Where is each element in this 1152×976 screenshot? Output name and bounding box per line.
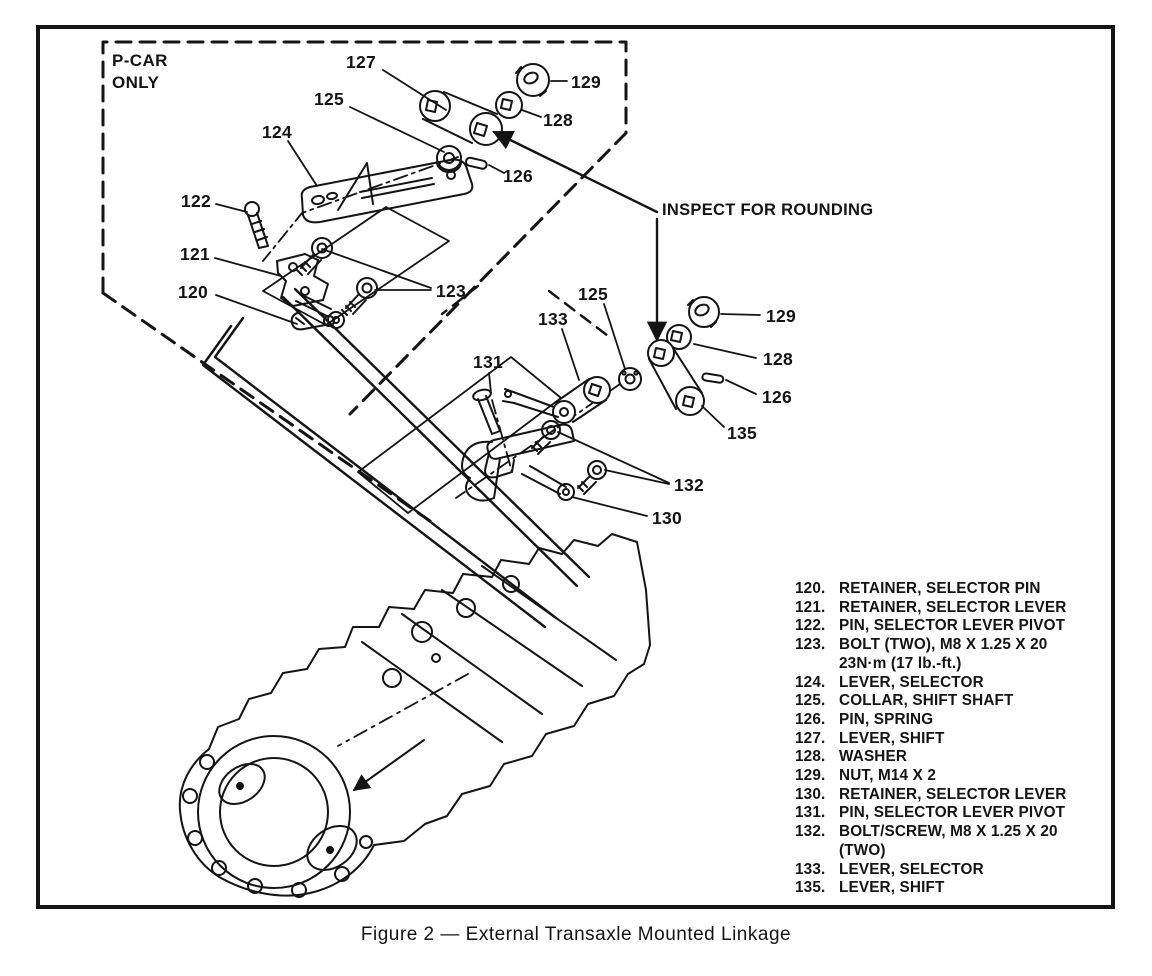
- part-name: WASHER: [839, 748, 908, 766]
- callout-label-123-9: 123: [435, 281, 467, 301]
- assembly-arrow-housing: [354, 740, 424, 790]
- shift-linkage-rods: [203, 289, 589, 627]
- callout-leader-130-18: [572, 497, 647, 516]
- part-name: RETAINER, SELECTOR LEVER: [839, 785, 1067, 803]
- callout-label-122-6: 122: [180, 191, 212, 211]
- callout-label-130-18: 130: [651, 508, 683, 528]
- callout-leader-128-3: [522, 110, 541, 117]
- part-number: 125.: [795, 692, 826, 710]
- part-spring-pin-126-upper: [465, 157, 487, 170]
- part-number: 133.: [795, 860, 826, 878]
- callout-leader-133-11: [562, 329, 579, 380]
- inspect-arrows: [494, 132, 657, 340]
- part-lever-135-shift: [648, 340, 704, 415]
- part-name: COLLAR, SHIFT SHAFT: [839, 692, 1014, 710]
- parts-list-item-135: [795, 879, 1125, 898]
- part-number: 130.: [795, 785, 826, 803]
- inspect-note: INSPECT FOR ROUNDING: [662, 201, 874, 219]
- parts-list-item-131: [795, 804, 1125, 823]
- part-number: 129.: [795, 767, 826, 785]
- part-washer-128-upper: [496, 92, 522, 118]
- part-name: PIN, SPRING: [839, 710, 934, 728]
- parts-list: [795, 580, 1125, 898]
- region-label-line2: ONLY: [112, 73, 160, 92]
- part-name: LEVER, SHIFT: [839, 729, 945, 747]
- part-number: 126.: [795, 710, 826, 728]
- part-name-continued: (TWO): [839, 841, 886, 859]
- parts-list-item-122: [795, 617, 1125, 636]
- part-name: LEVER, SHIFT: [839, 879, 945, 897]
- part-number-spacer: [795, 842, 839, 861]
- region-label-pcar-only: [112, 50, 168, 94]
- centerline-housing: [338, 674, 468, 746]
- parts-list-item-125: [795, 692, 1125, 711]
- callout-leader-125-12: [604, 304, 625, 369]
- region-label-line1: P-CAR: [112, 51, 168, 70]
- parts-list-item-121: [795, 599, 1125, 618]
- parts-list-item-133: [795, 861, 1125, 880]
- parts-list-item-120: [795, 580, 1125, 599]
- callout-label-124-5: 124: [261, 122, 293, 142]
- callout-leader-132-17: [558, 432, 669, 483]
- part-number: 128.: [795, 748, 826, 766]
- callout-leader-123-9: [322, 249, 431, 288]
- part-name: BOLT/SCREW, M8 X 1.25 X 20: [839, 823, 1058, 841]
- callout-label-129-13: 129: [765, 306, 797, 326]
- callout-leader-128-14: [694, 344, 756, 358]
- figure-caption: Figure 2 — External Transaxle Mounted Linkage: [360, 924, 792, 945]
- part-spring-pin-126-lower: [702, 373, 724, 383]
- parts-list-item-129: [795, 767, 1125, 786]
- transaxle-housing: [180, 534, 650, 897]
- part-nut-129-lower: [688, 297, 719, 327]
- upper-mounting-plate: [263, 207, 449, 325]
- callout-leader-126-15: [726, 380, 756, 394]
- parts-list-item-124: [795, 674, 1125, 693]
- callout-label-135-16: 135: [726, 423, 758, 443]
- part-number: 123.: [795, 636, 826, 654]
- callout-leader-122-6: [216, 204, 247, 212]
- callout-leader-126-4: [489, 165, 504, 173]
- part-name: PIN, SELECTOR LEVER PIVOT: [839, 804, 1066, 822]
- parts-list-cont-123: [795, 655, 1125, 674]
- callout-leader-121-7: [215, 258, 281, 276]
- part-number: 122.: [795, 617, 826, 635]
- callout-label-126-15: 126: [761, 387, 793, 407]
- part-bolts-132: [532, 421, 606, 494]
- part-number: 120.: [795, 580, 826, 597]
- part-lever-133-selector: [503, 377, 610, 423]
- callout-label-126-4: 126: [502, 166, 534, 186]
- callout-leader-132-17: [605, 470, 669, 484]
- part-number: 132.: [795, 823, 826, 841]
- part-name: LEVER, SELECTOR: [839, 860, 984, 878]
- callout-label-128-3: 128: [542, 110, 574, 130]
- parts-list-item-127: [795, 730, 1125, 749]
- callout-label-125-12: 125: [577, 284, 609, 304]
- part-name-continued: 23N·m (17 lb.-ft.): [839, 654, 962, 672]
- parts-list-item-123: [795, 636, 1125, 655]
- part-name: NUT, M14 X 2: [839, 767, 937, 785]
- part-number: 121.: [795, 598, 826, 616]
- part-number: 131.: [795, 804, 826, 822]
- part-nut-129-upper: [516, 64, 549, 96]
- part-number: 135.: [795, 879, 826, 897]
- callout-label-127-0: 127: [345, 52, 377, 72]
- callout-label-121-7: 121: [179, 244, 211, 264]
- part-number: 124.: [795, 673, 826, 691]
- callout-label-129-2: 129: [570, 72, 602, 92]
- callout-leader-135-16: [702, 406, 724, 427]
- parts-list-item-126: [795, 711, 1125, 730]
- callout-label-125-1: 125: [313, 89, 345, 109]
- parts-list-item-130: [795, 786, 1125, 805]
- part-name: RETAINER, SELECTOR PIN: [839, 580, 1041, 597]
- callout-label-120-8: 120: [177, 282, 209, 302]
- part-name: BOLT (TWO), M8 X 1.25 X 20: [839, 636, 1048, 654]
- parts-list-cont-132: [795, 842, 1125, 861]
- callout-leader-124-5: [288, 141, 317, 186]
- callout-label-133-11: 133: [537, 309, 569, 329]
- part-name: RETAINER, SELECTOR LEVER: [839, 598, 1067, 616]
- part-lever-127-shift: [420, 91, 502, 145]
- part-name: LEVER, SELECTOR: [839, 673, 984, 691]
- callout-leader-129-13: [721, 314, 760, 315]
- parts-list-item-128: [795, 748, 1125, 767]
- parts-list-item-132: [795, 823, 1125, 842]
- callout-label-131-10: 131: [472, 352, 504, 372]
- part-collar-125-lower: [619, 368, 641, 390]
- callout-leader-127-0: [383, 70, 446, 110]
- callout-label-132-17: 132: [673, 475, 705, 495]
- part-name: PIN, SELECTOR LEVER PIVOT: [839, 617, 1066, 635]
- part-number-spacer: [795, 655, 839, 674]
- part-pivot-pin-122: [245, 202, 268, 248]
- callout-label-128-14: 128: [762, 349, 794, 369]
- part-number: 127.: [795, 729, 826, 747]
